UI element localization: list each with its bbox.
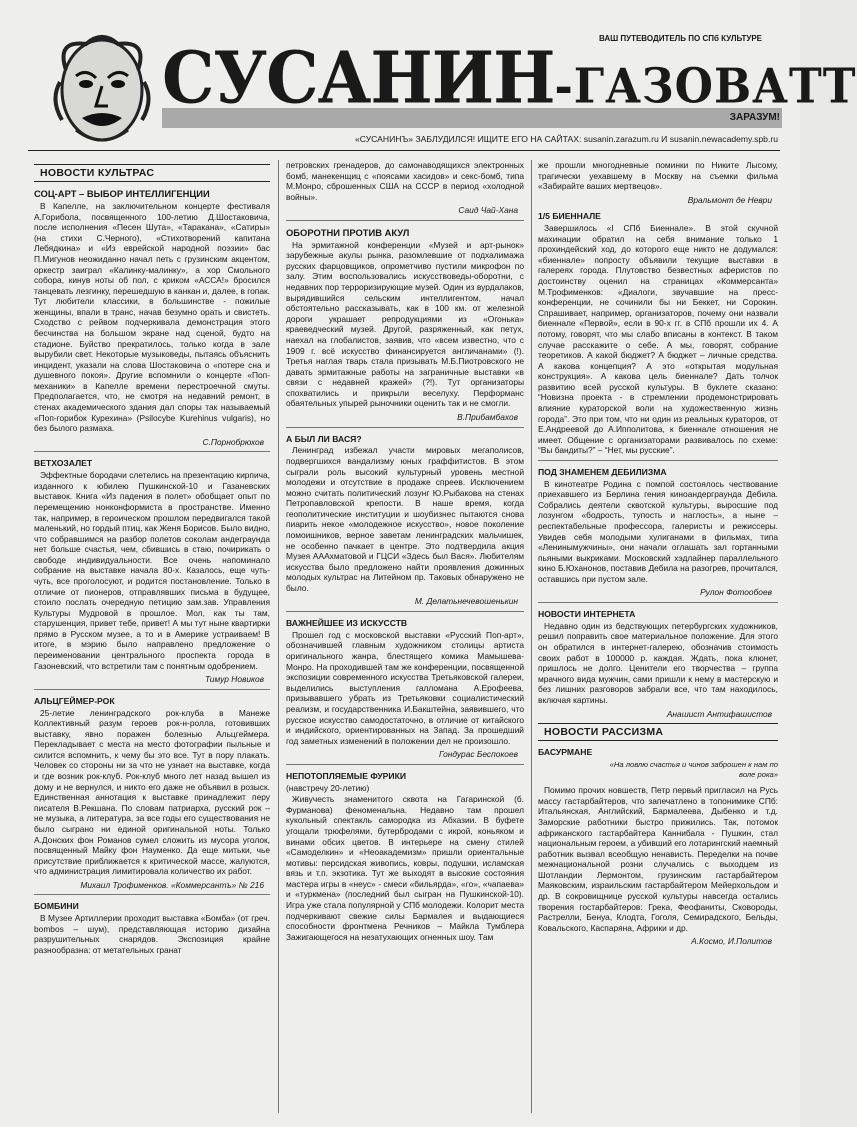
epigraph: «На ловлю счастья и чинов заброшен к нам по воле рока» (609, 760, 778, 779)
zarazum-slogan: ЗАРАЗУМ! (729, 112, 780, 123)
article-title: БОМБИНИ (34, 901, 79, 912)
article-signature: М. Делатьнечевошенькин (414, 596, 518, 607)
article-body: Прошел год с московской выставки «Русский Поп-арт», обозначившей главным художником столицы артиста оригинального жанра, блестящего комика Мамышева-Монро. На проходившей там же конференции, посвященной экспозиции современного искусства Третьяковской галереи, выделились выступления галломана А.Ерофеева, призывавшего убрать из Третьяковки социалистический реализм, и государственника И.Бакштейна, заявившего, что русское искусство самодостаточно, в отличие от китайского и индийского, ориентированных на Запад. За прошедший год заметных изменений в положении дел не произошло. (286, 629, 524, 746)
article-body: Живучесть знаменитого сквота на Гагаринской (б. Фурманова) феноменальна. Недавно там прошел кукольный спектакль самородка из Абхазии. В буфете угощали трюфелями, бутербродами с икрой, коньяком и винами обсих цветов. В интерьере на смену стилей «Самоделкин» и «Неоакадемизм» пришли ориентальные мотивы: персидская живопись, ковры, подушки, исламская вязь и т.п. экзотика. Тут же выходят в высокие состояния мастера игры в «неус» - смеси «бильярда», «го», «чапаева» и «туркмена» (последний был сыгран на Пушкинской-10). Игра уже стала популярной у СПб молодежи. Колорит места подчеркивают свежие силы Бармалея и выдающиеся способности фронтмена Речников – Майкла Тумблера Зажигающегося на незатухающих огненных шоу. Там (286, 794, 524, 942)
article-subtitle: (навстречу 20-летию) (286, 782, 370, 793)
article-signature: Саид Чай-Хана (458, 205, 518, 216)
article-signature: А.Космо, И.Политов (691, 936, 772, 947)
article-title: БАСУРМАНЕ (538, 747, 593, 758)
article-body: 25-летие ленинградского рок-клуба в Манеже Коллективный разум героев рок-н-ролла, готовивших выставку, явно поражен болезнью Альцгеймера. Перекладывает с места на место фотографии пыльные и силится вспомнить, к чему бы это все. Тут в пору плакать. Человек со стороны ни за что не узнает на выставке, когда и где возник рок-клуб. Рок-клуб много лет назад вышел из дому и не вернулся, и никто его даже не объявил в розыск. Единственная аннотация к выставке принадлежит перу писателя В.Рекшана. По словам патриарха, русский рок – не музыка, а литература, за все годы его существования не было сыграно ни единой оригинальной ноты. Только А.Донских фон Романов сумел сложить из мусора уголок, посвященный Майку фон Науменко. Да еще митьки, чье присутствие приближается к критической массе, жалуются, что администрация лимитировала количество их работ. (34, 707, 270, 877)
top-rule (28, 150, 780, 151)
article-body: Ленинград избежал участи мировых мегаполисов, подвергшихся вандализму юных граффитистов. В этом сыграли роль высокий культурный уровень местной молодежи и отсутствие в продаже спреев. Исключением можно считать политический лозунг Ю.Рыбакова на стенах Петропавловской крепости. В наше время, когда геополитические институции и шоубизнес пытаются снова пиарить некое «молодежное искусство», новое поколение помоишников, верное заветам ленинградских мальчишек, не особенно пачкает в центре. Это подтвердила акция Музея АААхматовой и ГЦСИ «Здесь был Вася». Любителям искусства было предложено найти проявления дожинных молодых культрас на Литейном пр. Таковых обнаружено не было. (286, 445, 524, 593)
article-title: АЛЬЦГЕЙМЕР-РОК (34, 695, 115, 706)
article-signature: С.Порнобрюхов (202, 436, 264, 447)
article-body: Помимо прочих новшеств, Петр первый пригласил на Русь массу гастарбайтеров, что запечатлено в топонимике СПб: Итальянская, Английский, Бармалеева, Дыбенко и т.д. Заморские работники быстро прижились. Так, потомок африканского гастарбайтера Каннибала - Пушкин, стал национальным героем, а убивший его лотарингский наемный работник вызвал всеобщую ненависть. Переделки на почве межнациональной розни случались с выходцем из Шотландии Лермонтом, грузинским гастарбайтером Маяковским, израильским гастарбайтером Мейерхольдом и др. В сокровищнице русской культуры навсегда остались творения гостарбайтеров: Грека, Феофаниты, Сковороды, Растрелли, Бенуа, Клодта, Гоголя, Семирадского, Бельды, Ковальского, Каспаряна, Африки и др. (538, 785, 778, 933)
column-divider (278, 160, 279, 1113)
column-3 (538, 160, 778, 951)
column-1 (34, 160, 270, 956)
article-body: Недавно один из бедствующих петербургских художников, решил поправить свое материальное положение. Для этого он обратился в интернет-галерею, обозначив стоимость своих работ в 100000 р. каждая. Ждать, пока клюнет, пришлось не долго. Ценители его творчества – группа мрачного вида мужчин, сами пришли к нему в мастерскую и без лишних разговоров забрали все, что там находилось, включая картины. (538, 620, 778, 705)
article-title: ОБОРОТНИ ПРОТИВ АКУЛ (286, 226, 410, 238)
article-body: Эффектные бородачи слетелись на презентацию кирпича, изданного к юбилею Пушкинской-10 и Газаневских выставок. Книга «Из падения в полет» обобщает опыт по перемещению нонконформиста в пространстве. Именно так, например, в героическом прошлом передвигался такой маленький, но гордый птиц, как Женя Борисов. Было видно, что собравшимся на разбор полетов соколам андеграунда нет больше счастья, чем, сбившись в стаю, почирикать о свободе индивидуальности. Все очень напоминало собрание на выставке начала 80-х. Казалось, еще чуть-чуть, все проголосуют, и родится постановление. Только в отличие от пионеров, отправлявших письма в будущее, стоило послать очередную петицию зам.зав. Управления Культуры Мудровой в прошлое. Мол, как ты там, старушенция, привет тебе, привет! А мы тут ныне квартирки прямо в Русском музее, а то и в Америке устраиваем! В итоге, в мэрию было направлено предложение о переименовании центрального проспекта города в Газоневский, что встретили там с понятным одобрением. (34, 470, 270, 671)
article-body-continued: петровских гренадеров, до самонаводящихся электронных бомб, манекенщиц с «поясами хасидов» и секс-бомб, типа М.Монро, сброшенных США на СССР в период «холодной войны». (286, 160, 524, 202)
article-title: А БЫЛ ЛИ ВАСЯ? (286, 433, 362, 444)
article-signature: Вральмонт де Неври (687, 194, 772, 205)
article-title: НОВОСТИ ИНТЕРНЕТА (538, 609, 636, 620)
article-body-continued: же прошли многодневные поминки по Никите Лысому, трагически уехавшему в Москву на съемки фильма «Забирайте ваших мертвецов». (538, 160, 778, 192)
article-signature: В.Прибамбахов (457, 411, 518, 422)
section-heading: НОВОСТИ РАССИЗМА (538, 723, 778, 741)
article-body: В Капелле, на заключительном концерте фестиваля А.Горибола, посвященного 100-летию Д.Шостаковича, после исполнения «Песен Шута», «Тараканa», «Сатиры» (на стихи С.Черного), «Стихотворений капитана Лебядкина» и «Из еврейской народной поэзии» бас П.Мигунов неожиданно начал петь с грузинским акцентом, оркестр заиграл «Калинку-малинку», а хор Смольного собора, кинув ноты об пол, с криком «АССА!» бросился танцевать лезгинку, перешедшую в канкан и, далее, в гопак. Тут любители классики, в большинстве - пожилые женщины, впали в транс, начав безумно орать и свистеть. Сходство с рейвом подчеркивала демонстрация этого бесчинства на большом экране над сценой, будто на стадионе. Буйство прекратилось, только когда в зале вырубили свет. Некоторые музыковеды, пытаясь объяснить инцидент, указали на слова Шостаковича о «потере сна и душевного покоя». Другие вспомнили о концерте «Поп-механики» в Капелле времени перестроечной смуты. Предполагается, что, не смотря на недавний ремонт, в стенах академического здания дал споры так называемый «Поп-горибок Курехина» (Psilocybe Kurehinus vulgaris), но без былого размаха. (34, 201, 270, 434)
divider (286, 427, 524, 428)
logo-main: СУСАНИН (162, 35, 555, 120)
divider (34, 689, 270, 690)
article-title: НЕПОТОПЛЯЕМЫЕ ФУРИКИ (286, 770, 407, 781)
logo-tail: -ГАЗОВАТТ (554, 59, 857, 115)
divider (538, 602, 778, 603)
theatre-mask-logo (46, 30, 158, 148)
article-title: ВАЖНЕЙШЕЕ ИЗ ИСКУССТВ (286, 618, 408, 629)
article-signature: Тимур Новиков (204, 674, 264, 685)
article-title: 1/5 БИЕННАЛЕ (538, 211, 601, 222)
sites-line: «СУСАНИНЪ» ЗАБЛУДИЛСЯ! ИЩИТЕ ЕГО НА САЙТАХ: susanin.zarazum.ru И susanin.newacademy.spb.ru (355, 134, 778, 144)
article-signature: Анашист Антифашистов (666, 708, 772, 719)
masthead (0, 0, 857, 160)
article-signature: Михаил Трофименков. «Коммерсантъ» № 216 (80, 879, 264, 890)
article-body: На эрмитажной конференции «Музей и арт-рынок» зарубежные акулы рынка, разомлевшие от подхалимажа русских фарцовщиков, опрометчиво пустили микрофон по залу. Этим воспользовались искусствоведы-оборотни, с недавних пор терроризирующие музей. Один из вурдалаков, вырядившийся сельским интеллигентом, начал обстоятельно рассказывать, как в 100 км. от железной дороги украшает репродукциями из «Огонька» краеведческий музей. Другой, разряженный, как петух, наехал на глобалистов, заявив, что «всем известно, что с 1909 г. всё искусство финансируется англичанами» (!). Третья наглая тварь стала призывать М.Б.Пиотровского не давать эрмитажные работы на заграничные выставки «в связи с недавней кражей» (?!). Тут организаторы спохватились и прикрыли веселуху. Перформанс обаятельных упырей рыночники оценить так и не смогли. (286, 239, 524, 409)
article-title: ПОД ЗНАМЕНЕМ ДЕБИЛИЗМА (538, 466, 667, 477)
article-body: В Музее Артиллерии проходит выставка «Бомба» (от греч. bombos – шум), представляющая историю дизайна разрушительных снарядов. Экспозиция крайне разнообразна: от метательных гранат (34, 913, 270, 955)
article-body: В кинотеатре Родина с помпой состоялось чествование приехавшего из Берлина гения киноандерграунда Дебила. Собрались деятели сквотской культуры, выросшие под лозунгом «бодрость, тупость и наглость», а ныне – респектабельные профессора, галеристы и режиссеры. Увидев себя молодыми хулиганами в фильмах, типа «Ленинымужчины», они начали оглашать зал гортанными пьяными выкриками. Московский хэдлайнер параллельного кино Б.Юханонов, поставив Дебила на разогрев, прочитался, оставшись при пустом зале. (538, 478, 778, 584)
tagline: ВАШ ПУТЕВОДИТЕЛЬ ПО СПб КУЛЬТУРЕ (598, 34, 762, 43)
article-title: ВЕТХОЗАЛЕТ (34, 458, 93, 469)
column-divider (531, 160, 532, 1113)
section-heading: НОВОСТИ КУЛЬТРАС (34, 164, 270, 182)
column-2 (286, 160, 524, 942)
divider (286, 611, 524, 612)
divider (286, 764, 524, 765)
article-title: СОЦ-АРТ – ВЫБОР ИНТЕЛЛИГЕНЦИИ (34, 188, 210, 200)
divider (34, 894, 270, 895)
divider (538, 460, 778, 461)
article-signature: Рулон Фотообоев (700, 587, 772, 598)
article-body: Завершилось «I СПб Биеннале». В этой скучной махинации обратил на себя внимание только 1 прохиндейский ход, до которого еще никто не додумался: «биеннале» попросту объявили текущие выставки в галереях города. Плутовство безвестных аферистов по достоинству оценил на страницах «Коммерсанта» М.Трофименков: «Диалоги, звучавшие на пресс-конференции, не сочинили бы ни Беккет, ни Сорокин. Спрашивает, например, организаторов, почему они назвали биеннале «Первой», если в 90-х гг. в СПб прошли их 4. А потому, говорят, что мы слабо вписаны в контекст. В таком случае расскажите о себе. А мы, говорят, собрание теоретиков. А какой бюджет? А бюджет – личные средства. А какова концепция? А это «открытая модульная конструкция». А какова цель биеннале? Дать толчок развитию всей русской культуры. В буклете сказано: “Новизна проекта - в стремлении продемонстрировать влияние кураторской воли на художественную жизнь города”. Это при том, что ни один из реальных кураторов, от Е.Андреевой до А.Ипполитова, к биеннале отношения не имеет. Общение с организаторами развивалось по схеме: “Вы бандиты?” – “Нет, мы русские”. (538, 223, 778, 456)
divider (34, 451, 270, 452)
article-signature: Гондурас Беспокоев (438, 749, 518, 760)
divider (286, 220, 524, 221)
